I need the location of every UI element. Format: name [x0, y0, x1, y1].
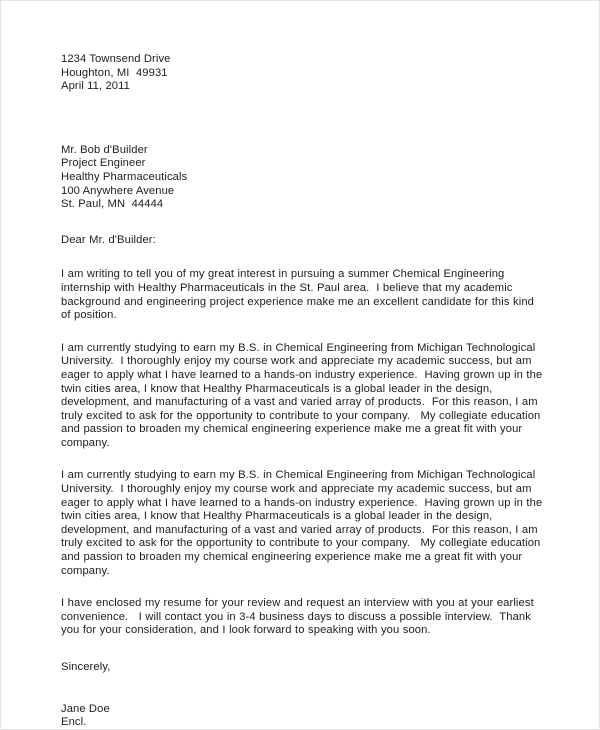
spacer — [61, 675, 543, 703]
spacer — [61, 638, 543, 661]
body-paragraph-2: I am currently studying to earn my B.S. in Chemical Engineering from Michigan Technological University. I thoroughly enjoy my course work and appreciate my academic success, but am eager to apply what I have learned to a hands-on industry experience. Having grown up in the twin cities area, I know that Healthy Pharmaceuticals is a global leader in the design, development, and manufacturing of a vast and varied array of products. For this reason, I am truly excited to ask for the opportunity to contribute to your company. My collegiate education and passion to broaden my chemical engineering experience make me a great fit with your company. — [61, 341, 546, 449]
sender-address-block — [61, 53, 543, 94]
sender-date-line: April 11, 2011 — [61, 80, 130, 93]
recipient-title: Project Engineer — [61, 157, 146, 170]
spacer — [61, 450, 543, 469]
signature-block — [61, 703, 543, 730]
body-paragraph-4: I have enclosed my resume for your review and request an interview with you at your earliest convenience. I will contact you in 3-4 business days to discuss a possible interview. Thank you for your consideration, and I look forward to speaking with you soon. — [61, 597, 538, 637]
sender-address-line: 1234 Townsend Drive — [61, 53, 171, 65]
spacer — [61, 212, 543, 234]
recipient-company: Healthy Pharmaceuticals — [61, 170, 188, 183]
recipient-name: Mr. Bob d'Builder — [61, 143, 148, 156]
spacer — [61, 247, 543, 268]
salutation: Dear Mr. d'Builder: — [61, 233, 156, 246]
spacer — [61, 323, 543, 342]
body-paragraph-1: I am writing to tell you of my great interest in pursuing a summer Chemical Engineering internship with Healthy Pharmaceuticals in the St. Paul area. I believe that my academic background and engineering project experience make me an excellent candidate for this kind of position. — [61, 268, 538, 322]
signature-name: Jane Doe — [61, 702, 110, 715]
letter-body — [61, 53, 546, 730]
body-paragraph-3: I am currently studying to earn my B.S. in Chemical Engineering from Michigan Technological University. I thoroughly enjoy my course work and appreciate my academic success, but am eager to apply what I have learned to a hands-on industry experience. Having grown up in the twin cities area, I know that Healthy Pharmaceuticals is a global leader in the design, development, and manufacturing of a vast and varied array of products. For this reason, I am truly excited to ask for the opportunity to contribute to your company. My collegiate education and passion to broaden my chemical engineering experience make me a great fit with your company. — [61, 469, 546, 577]
spacer — [61, 94, 543, 144]
recipient-street: 100 Anywhere Avenue — [61, 184, 175, 197]
enclosure-notation: Encl. — [61, 716, 87, 729]
sender-address-line: Houghton, MI 49931 — [61, 66, 168, 79]
spacer — [61, 578, 543, 597]
recipient-address-block — [61, 144, 543, 212]
recipient-city-state-zip: St. Paul, MN 44444 — [61, 198, 164, 211]
closing-salutation: Sincerely, — [61, 661, 111, 673]
